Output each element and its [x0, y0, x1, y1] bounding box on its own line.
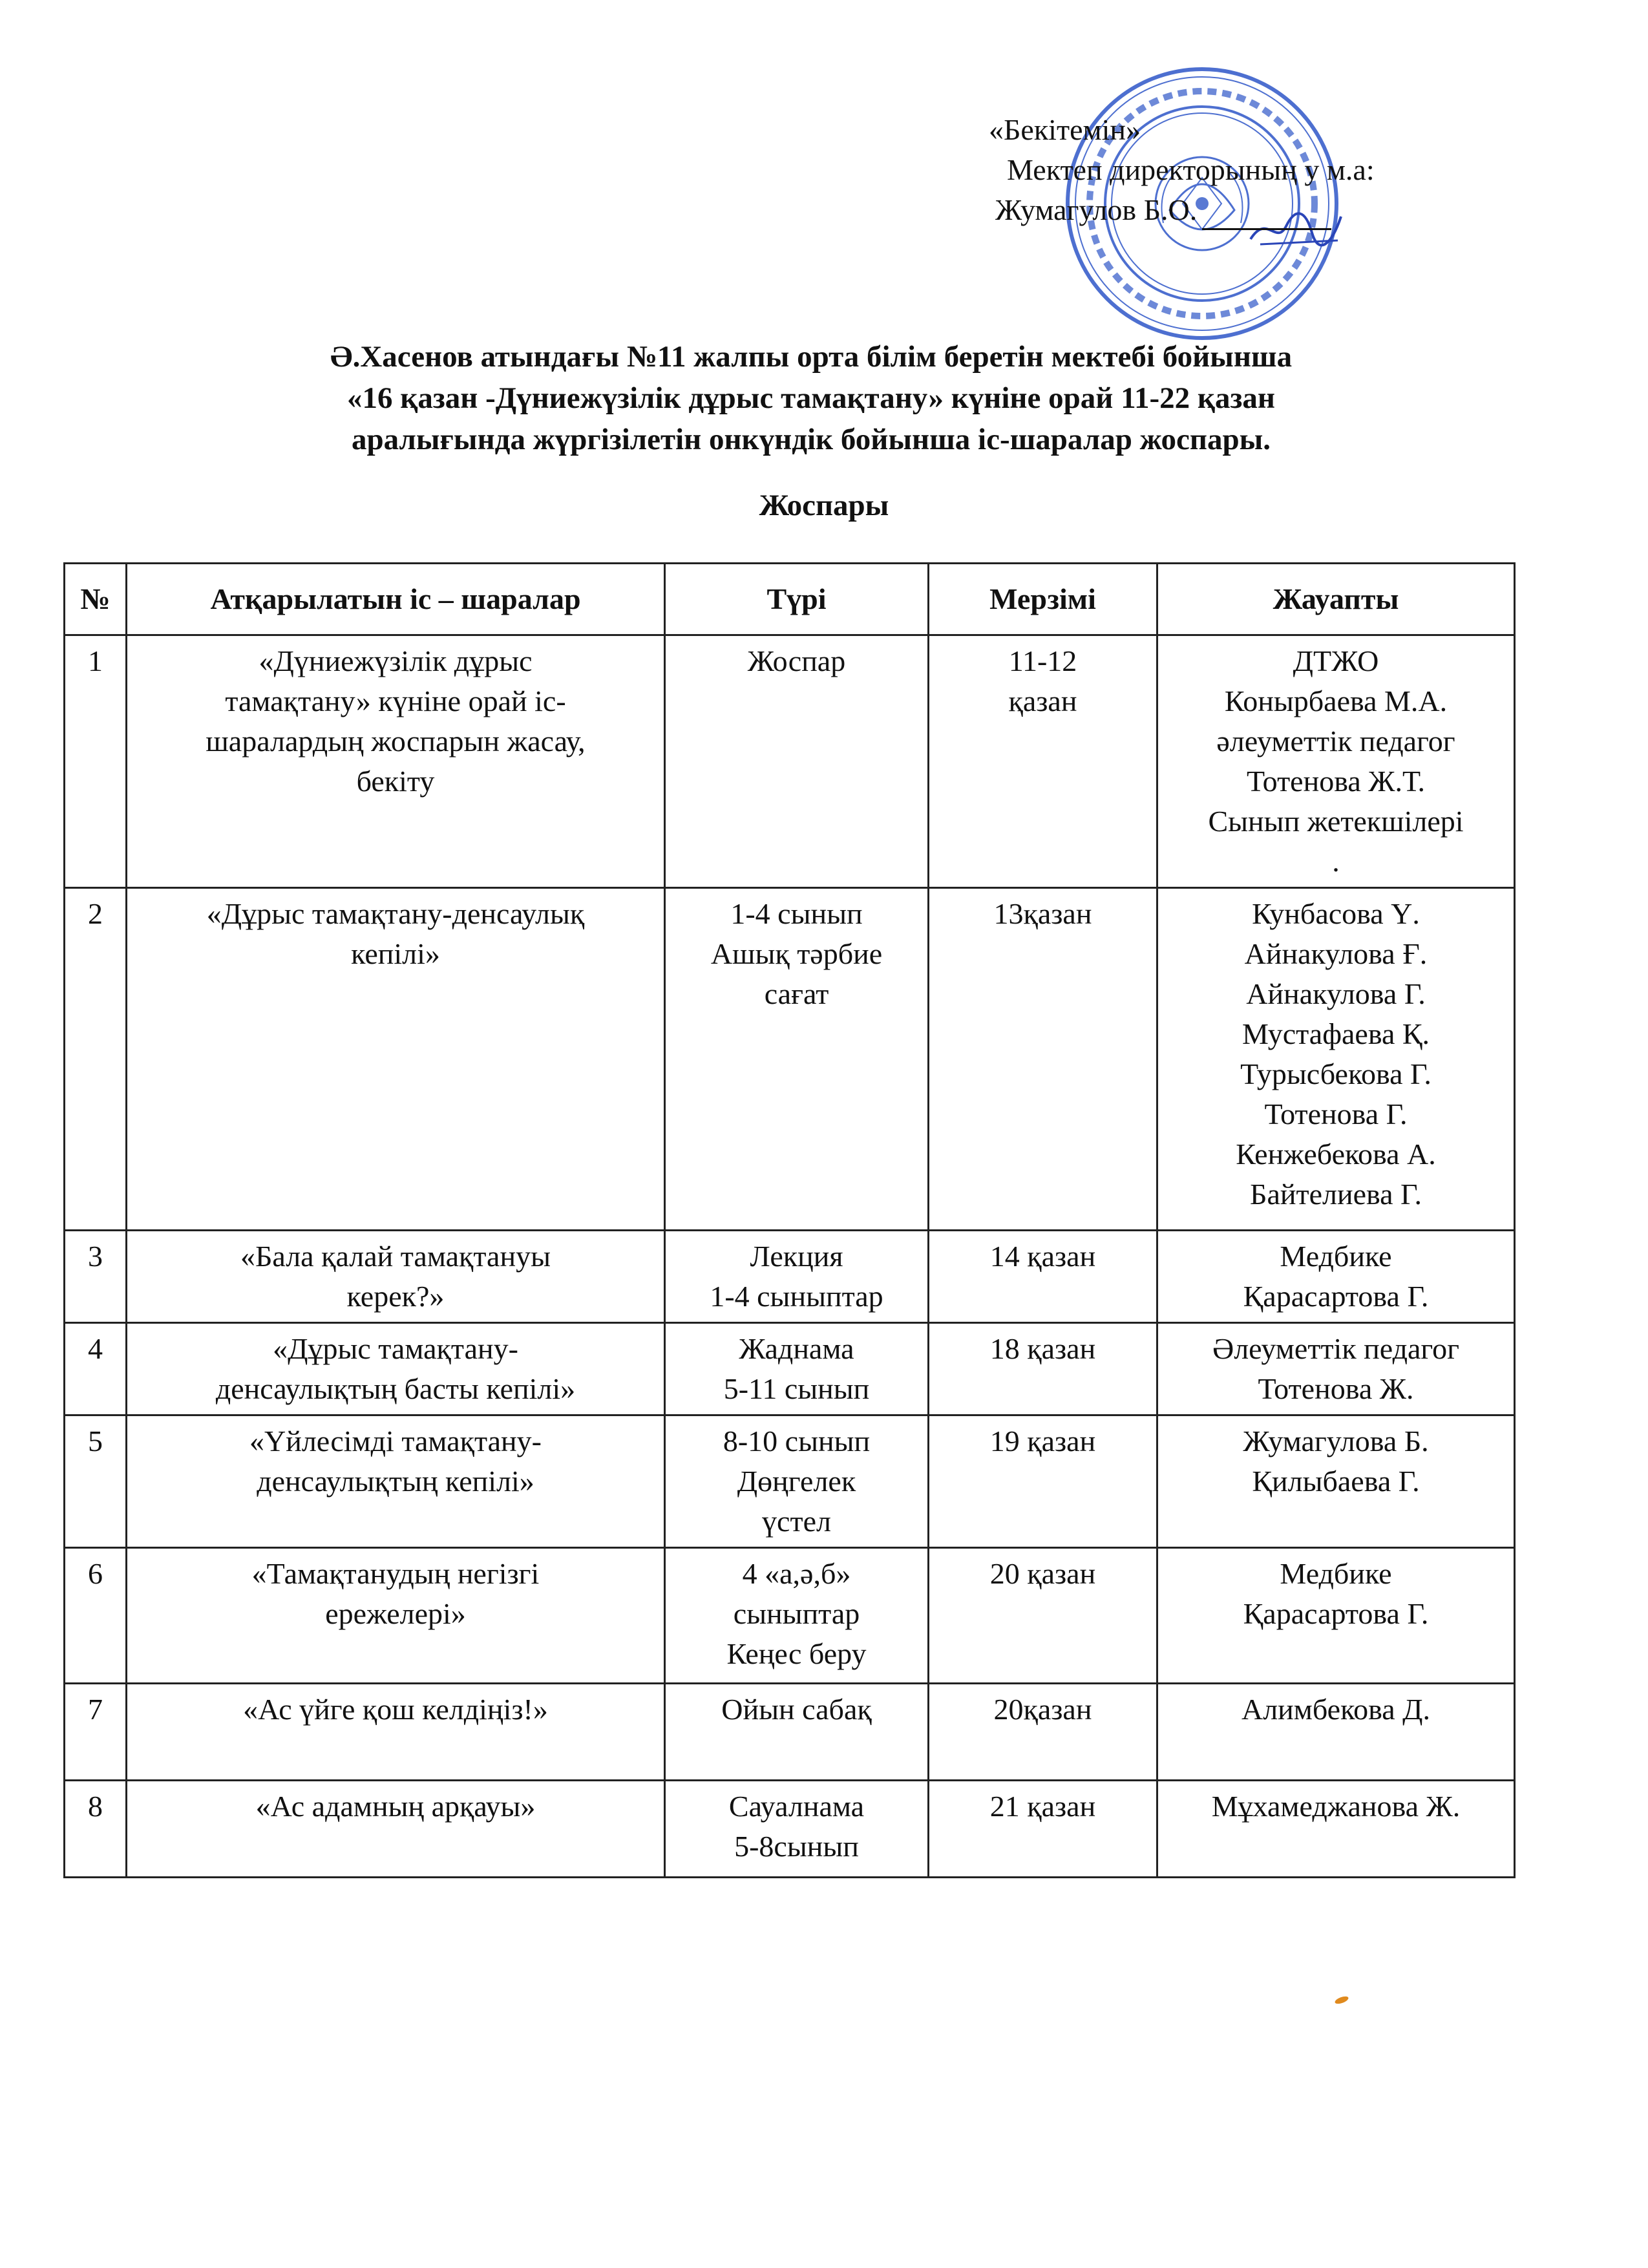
cell-type-line: 1-4 сынып — [730, 897, 863, 930]
cell-date — [929, 1415, 1157, 1548]
table-row — [65, 1548, 1515, 1684]
cell-event — [127, 635, 665, 888]
cell-type — [665, 635, 929, 888]
cell-date-line: 21 қазан — [989, 1790, 1096, 1823]
cell-event-line: денсаулықтың басты кепілі» — [215, 1372, 576, 1405]
cell-event — [127, 1684, 665, 1781]
cell-responsible-line: Айнакулова Ғ. — [1244, 937, 1428, 970]
cell-event-line: тамақтану» күніне орай іс- — [225, 684, 566, 717]
cell-date — [929, 1781, 1157, 1878]
table-row — [65, 1415, 1515, 1548]
approval-position: Мектеп директорының у м.а: — [1007, 153, 1375, 186]
cell-type — [665, 1684, 929, 1781]
cell-date-line: 19 қазан — [989, 1425, 1096, 1457]
cell-responsible-line: Жумагулова Б. — [1243, 1425, 1429, 1457]
cell-type-line: Лекция — [750, 1240, 843, 1273]
cell-date-line: 13қазан — [993, 897, 1092, 930]
cell-number: 4 — [65, 1323, 127, 1415]
cell-type-line: Ойын сабақ — [721, 1693, 872, 1726]
cell-date — [929, 888, 1157, 1231]
cell-responsible — [1157, 888, 1515, 1231]
cell-responsible-line: Кенжебекова А. — [1236, 1138, 1436, 1171]
director-name: Жумагулов Б.О. — [995, 193, 1198, 226]
title-line-2: «16 қазан -Дүниежүзілік дұрыс тамақтану» күніне орай 11-22 қазан — [347, 381, 1275, 415]
cell-type-line: Жоспар — [747, 644, 846, 677]
cell-number: 1 — [65, 635, 127, 888]
cell-type-line: Сауалнама — [728, 1790, 865, 1823]
cell-event-line: денсаулықтың кепілі» — [257, 1465, 534, 1498]
cell-event-line: «Дұрыс тамақтану-денсаулық — [206, 897, 585, 930]
cell-type-line: 8-10 сынып — [723, 1425, 871, 1457]
cell-responsible — [1157, 1684, 1515, 1781]
cell-type-line: сыныптар — [733, 1597, 860, 1630]
cell-type — [665, 1231, 929, 1323]
cell-type — [665, 1323, 929, 1415]
cell-responsible-line: Байтелиева Г. — [1250, 1178, 1422, 1211]
table-header-row — [65, 564, 1515, 635]
approval-block — [989, 110, 1519, 230]
cell-type-line: сағат — [764, 977, 829, 1010]
table-row — [65, 1684, 1515, 1781]
cell-number: 7 — [65, 1684, 127, 1781]
header-type: Түрі — [665, 564, 929, 635]
events-plan-table — [63, 562, 1516, 1878]
table-body — [65, 635, 1515, 1878]
approval-director-line — [989, 190, 1519, 230]
cell-date — [929, 1548, 1157, 1684]
cell-responsible-line: Конырбаева М.А. — [1224, 684, 1448, 717]
orange-speck — [1334, 1995, 1349, 2006]
title-line-1: Ә.Хасенов атындағы №11 жалпы орта білім беретін мектебі бойынша — [330, 340, 1293, 374]
cell-responsible-line: Әлеуметтік педагог — [1212, 1332, 1460, 1365]
cell-responsible-line: Қилыбаева Г. — [1252, 1465, 1420, 1498]
cell-responsible-line: Тотенова Г. — [1264, 1097, 1408, 1130]
cell-event-line: «Дұрыс тамақтану- — [273, 1332, 518, 1365]
cell-responsible-line: Кунбасова Ү. — [1252, 897, 1420, 930]
cell-responsible — [1157, 1548, 1515, 1684]
cell-date-line: қазан — [1008, 684, 1077, 717]
cell-type — [665, 888, 929, 1231]
cell-event — [127, 1415, 665, 1548]
cell-type — [665, 1781, 929, 1878]
cell-responsible-line: Медбике — [1280, 1557, 1392, 1590]
cell-responsible-line: . — [1332, 845, 1340, 878]
table-row — [65, 888, 1515, 1231]
cell-responsible — [1157, 1415, 1515, 1548]
cell-date — [929, 1323, 1157, 1415]
cell-event — [127, 1231, 665, 1323]
cell-event — [127, 888, 665, 1231]
cell-responsible-line: Қарасартова Г. — [1243, 1280, 1429, 1313]
cell-event — [127, 1323, 665, 1415]
cell-responsible — [1157, 1323, 1515, 1415]
cell-responsible-line: Қарасартова Г. — [1243, 1597, 1429, 1630]
cell-responsible-line: әлеуметтік педагог — [1216, 725, 1455, 758]
table-row — [65, 1231, 1515, 1323]
cell-number: 8 — [65, 1781, 127, 1878]
header-responsible: Жауапты — [1157, 564, 1515, 635]
cell-responsible — [1157, 1231, 1515, 1323]
cell-date-line: 20 қазан — [989, 1557, 1096, 1590]
cell-responsible-line: Тотенова Ж. — [1258, 1372, 1414, 1405]
cell-date — [929, 635, 1157, 888]
plan-subtitle: Жоспары — [759, 489, 889, 522]
cell-responsible-line: Турысбекова Г. — [1240, 1057, 1431, 1090]
cell-event-line: керек?» — [346, 1280, 445, 1313]
cell-responsible — [1157, 635, 1515, 888]
cell-event-line: «Ас адамның арқауы» — [255, 1790, 536, 1823]
cell-type-line: 1-4 сыныптар — [710, 1280, 883, 1313]
title-line-3: аралығында жүргізілетін онкүндік бойынша іс-шаралар жоспары. — [351, 423, 1271, 456]
cell-responsible-line: Мұхамеджанова Ж. — [1211, 1790, 1461, 1823]
cell-event-line: бекіту — [356, 765, 435, 798]
cell-date — [929, 1231, 1157, 1323]
cell-responsible — [1157, 1781, 1515, 1878]
cell-type-line: 5-8сынып — [734, 1830, 859, 1863]
cell-event — [127, 1781, 665, 1878]
signature-line — [1202, 202, 1331, 230]
cell-type-line: Кеңес беру — [726, 1637, 867, 1670]
cell-event-line: «Бала қалай тамақтануы — [240, 1240, 551, 1273]
cell-event-line: ережелері» — [325, 1597, 466, 1630]
cell-type-line: 4 «а,ә,б» — [742, 1557, 851, 1590]
header-date: Мерзімі — [929, 564, 1157, 635]
cell-date-line: 20қазан — [993, 1693, 1092, 1726]
cell-event-line: «Ас үйге қош келдіңіз!» — [243, 1693, 548, 1726]
cell-event-line: «Үйлесімді тамақтану- — [249, 1425, 542, 1457]
cell-number: 3 — [65, 1231, 127, 1323]
approval-heading: «Бекітемін» — [989, 113, 1141, 146]
table-row — [65, 1781, 1515, 1878]
table-row — [65, 1323, 1515, 1415]
cell-event-line: шаралардың жоспарын жасау, — [206, 725, 586, 758]
cell-event-line: «Дүниежүзілік дұрыс — [259, 644, 533, 677]
document-title — [129, 336, 1493, 460]
cell-date-line: 14 қазан — [989, 1240, 1096, 1273]
cell-responsible-line: ДТЖО — [1293, 644, 1379, 677]
cell-responsible-line: Алимбекова Д. — [1241, 1693, 1431, 1726]
cell-responsible-line: Айнакулова Г. — [1246, 977, 1426, 1010]
cell-event-line: «Тамақтанудың негізгі — [251, 1557, 540, 1590]
cell-type-line: 5-11 сынып — [723, 1372, 870, 1405]
cell-number: 6 — [65, 1548, 127, 1684]
cell-type-line: Ашық тәрбие — [710, 937, 883, 970]
table-row — [65, 635, 1515, 888]
cell-responsible-line: Тотенова Ж.Т. — [1247, 765, 1425, 798]
cell-responsible-line: Медбике — [1280, 1240, 1392, 1273]
cell-date-line: 18 қазан — [989, 1332, 1096, 1365]
cell-responsible-line: Мустафаева Қ. — [1241, 1017, 1430, 1050]
cell-number: 2 — [65, 888, 127, 1231]
header-number: № — [65, 564, 127, 635]
cell-event-line: кепілі» — [351, 937, 440, 970]
cell-type-line: үстел — [762, 1505, 831, 1538]
cell-number: 5 — [65, 1415, 127, 1548]
cell-type-line: Дөңгелек — [737, 1465, 856, 1498]
cell-date-line: 11-12 — [1008, 644, 1077, 677]
cell-type — [665, 1415, 929, 1548]
cell-type — [665, 1548, 929, 1684]
cell-date — [929, 1684, 1157, 1781]
cell-event — [127, 1548, 665, 1684]
cell-type-line: Жаднама — [739, 1332, 854, 1365]
header-events: Атқарылатын іс – шаралар — [127, 564, 665, 635]
cell-responsible-line: Сынып жетекшілері — [1208, 805, 1464, 838]
